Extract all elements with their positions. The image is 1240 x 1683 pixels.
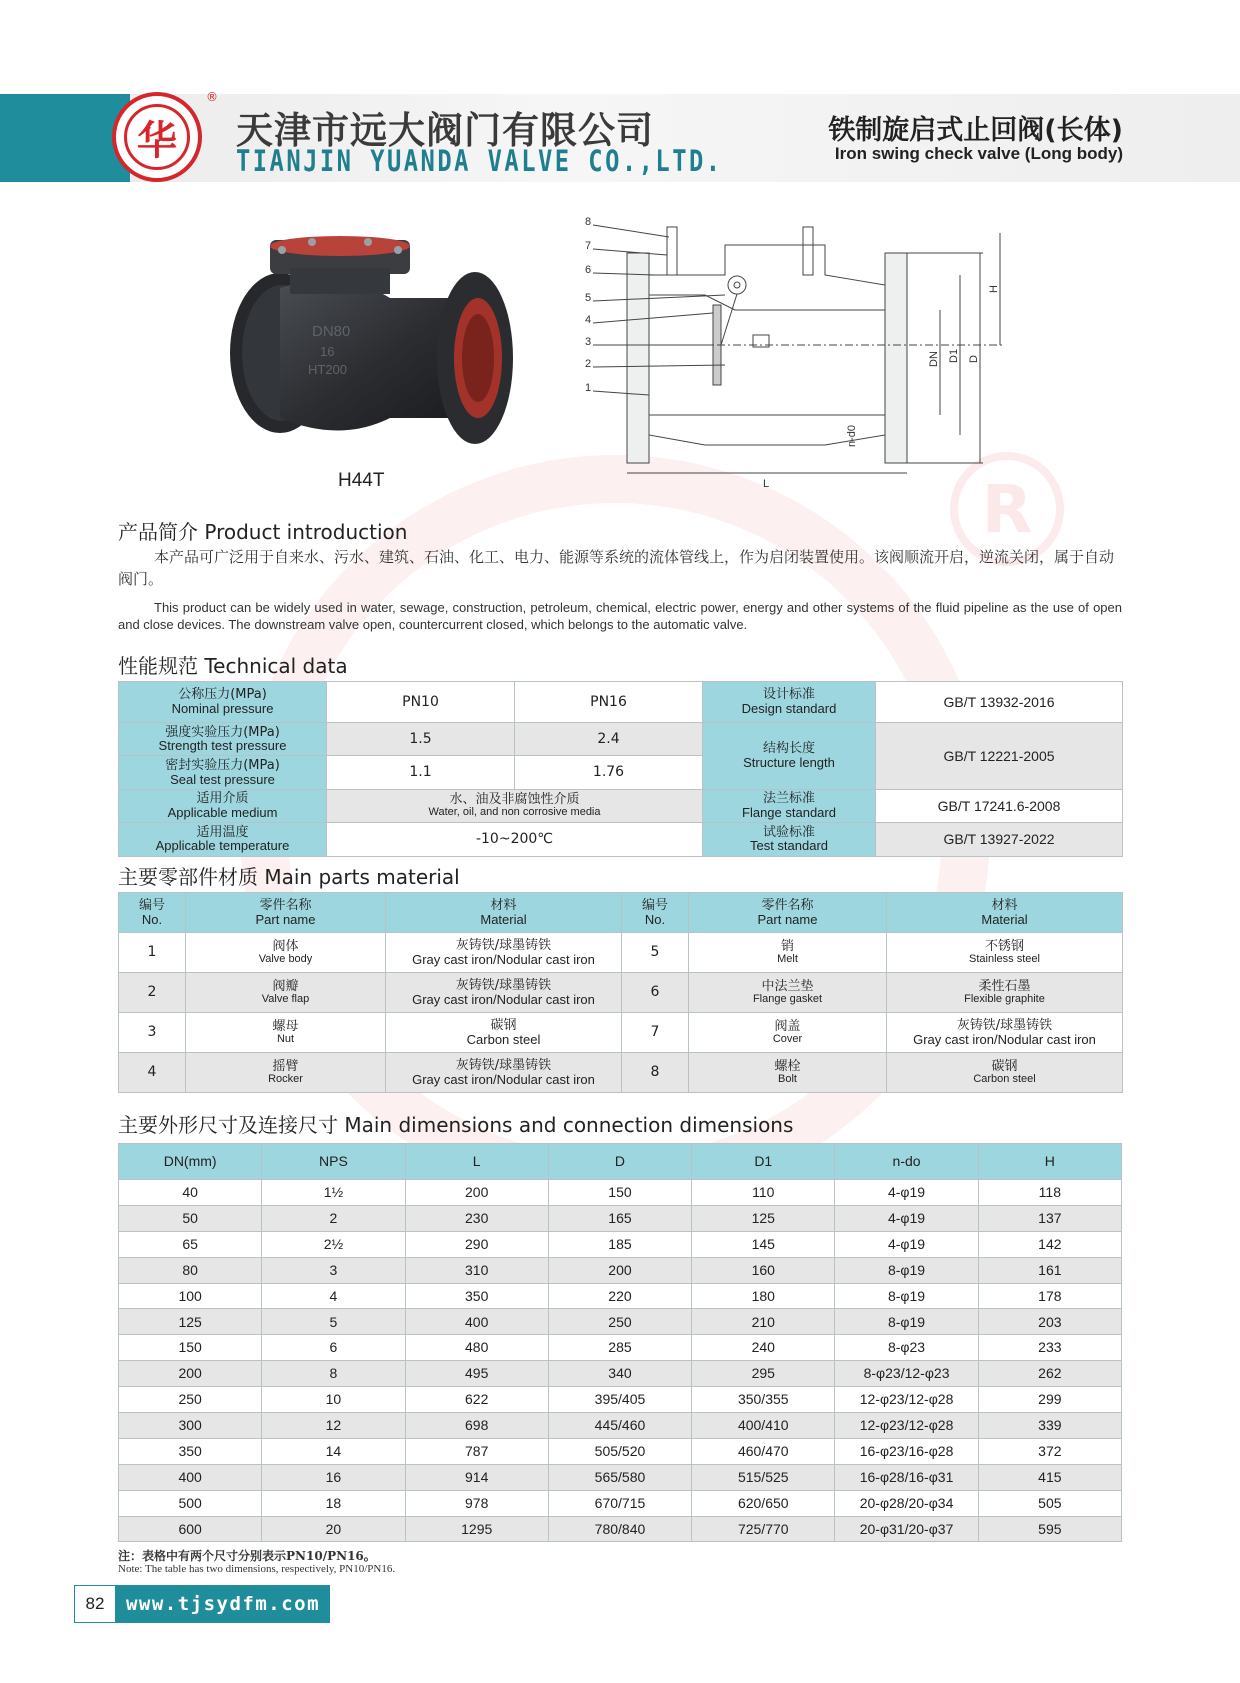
- dimension-cell: 8-φ19: [835, 1309, 978, 1335]
- dimension-cell: 125: [119, 1309, 262, 1335]
- dimension-cell: 495: [405, 1361, 548, 1387]
- dimension-cell: 40: [119, 1180, 262, 1206]
- dimension-cell: 622: [405, 1387, 548, 1413]
- dimension-cell: 4: [262, 1283, 405, 1309]
- company-name-cn: 天津市远大阀门有限公司: [236, 109, 654, 152]
- standard-value: GB/T 13927-2022: [876, 823, 1123, 856]
- website-link[interactable]: www.tjsydfm.com: [116, 1585, 330, 1623]
- cast-text-pn: 16: [320, 344, 335, 359]
- dimension-cell: 978: [405, 1490, 548, 1516]
- dimension-cell: 300: [119, 1413, 262, 1439]
- column-header: n-do: [835, 1144, 978, 1180]
- dimension-cell: 350: [405, 1283, 548, 1309]
- param-label: 密封实验压力(MPa) Seal test pressure: [119, 756, 327, 789]
- company-name-en: TIANJIN YUANDA VALVE CO.,LTD.: [236, 144, 723, 178]
- dimension-cell: 16-φ28/16-φ31: [835, 1464, 978, 1490]
- dimension-cell: 914: [405, 1464, 548, 1490]
- dimension-cell: 160: [692, 1257, 835, 1283]
- table-row: [119, 1053, 1123, 1093]
- dimension-cell: 400: [405, 1309, 548, 1335]
- page-number: 82: [74, 1585, 116, 1623]
- dimension-cell: 460/470: [692, 1438, 835, 1464]
- dimension-cell: 100: [119, 1283, 262, 1309]
- column-header: 编号 No.: [622, 893, 689, 933]
- technical-data-table: [118, 681, 1123, 857]
- table-note-en: Note: The table has two dimensions, respectively, PN10/PN16.: [118, 1563, 396, 1575]
- part-number-label: 8: [585, 216, 592, 228]
- dimension-cell: 515/525: [692, 1464, 835, 1490]
- part-number-label: 4: [585, 314, 592, 326]
- param-value: PN10: [327, 682, 515, 723]
- dimension-cell: 400/410: [692, 1413, 835, 1439]
- dimension-cell: 565/580: [548, 1464, 691, 1490]
- dimension-cell: 2½: [262, 1231, 405, 1257]
- dimension-cell: 16-φ23/16-φ28: [835, 1438, 978, 1464]
- part-no: 2: [119, 973, 186, 1013]
- dimension-cell: 118: [978, 1180, 1121, 1206]
- part-material: 灰铸铁/球墨铸铁 Gray cast iron/Nodular cast iron: [386, 933, 622, 973]
- dimension-cell: 200: [548, 1257, 691, 1283]
- part-number-label: 5: [585, 292, 592, 304]
- dimension-cell: 250: [548, 1309, 691, 1335]
- dimension-cell: 8-φ19: [835, 1283, 978, 1309]
- model-caption: H44T: [338, 470, 385, 491]
- dimension-cell: 285: [548, 1335, 691, 1361]
- dimension-cell: 698: [405, 1413, 548, 1439]
- company-logo: [112, 92, 202, 182]
- watermark-registered-mark: R: [950, 452, 1064, 566]
- dimension-cell: 1½: [262, 1180, 405, 1206]
- dimension-cell: 787: [405, 1438, 548, 1464]
- part-no: 3: [119, 1013, 186, 1053]
- part-no: 4: [119, 1053, 186, 1093]
- table-row: [119, 1361, 1122, 1387]
- table-header-row: [119, 1144, 1122, 1180]
- product-title-en: Iron swing check valve (Long body): [834, 144, 1123, 163]
- param-label: 强度实验压力(MPa) Strength test pressure: [119, 723, 327, 756]
- table-row: [119, 823, 1123, 856]
- dimension-cell: 165: [548, 1205, 691, 1231]
- part-number-label: 7: [585, 240, 592, 252]
- dimension-cell: 12: [262, 1413, 405, 1439]
- dimension-cell: 262: [978, 1361, 1121, 1387]
- dimension-cell: 16: [262, 1464, 405, 1490]
- dimension-cell: 20: [262, 1516, 405, 1542]
- intro-text-en: This product can be widely used in water, sewage, construction, petroleum, chemical, electric power, energy and other systems of the fluid pipeline as the use of open and close devices. The downstream valve open, countercurrent closed, which belongs to the automatic valve.: [118, 600, 1122, 632]
- dimension-cell: 20-φ31/20-φ37: [835, 1516, 978, 1542]
- table-row: [119, 1464, 1122, 1490]
- dimension-cell: 230: [405, 1205, 548, 1231]
- dimensions-section-title: 主要外形尺寸及连接尺寸 Main dimensions and connection dimensions: [118, 1113, 794, 1137]
- table-row: [119, 789, 1123, 822]
- dimension-cell: 210: [692, 1309, 835, 1335]
- table-row: [119, 973, 1123, 1013]
- table-row: [119, 1283, 1122, 1309]
- part-no: 7: [622, 1013, 689, 1053]
- part-material: 柔性石墨 Flexible graphite: [887, 973, 1123, 1013]
- column-header: D1: [692, 1144, 835, 1180]
- intro-section-title: 产品简介 Product introduction: [118, 520, 408, 544]
- dimension-cell: 505: [978, 1490, 1121, 1516]
- dimension-cell: 505/520: [548, 1438, 691, 1464]
- table-row: [119, 1257, 1122, 1283]
- table-row: [119, 1387, 1122, 1413]
- dimension-label-d: D: [968, 355, 980, 363]
- dimension-cell: 350/355: [692, 1387, 835, 1413]
- table-row: [119, 723, 1123, 756]
- dimensions-table: [118, 1143, 1122, 1542]
- part-number-label: 2: [585, 358, 592, 370]
- param-value: 1.1: [327, 756, 515, 789]
- dimension-cell: 12-φ23/12-φ28: [835, 1387, 978, 1413]
- table-row: [119, 933, 1123, 973]
- part-no: 8: [622, 1053, 689, 1093]
- dimension-cell: 340: [548, 1361, 691, 1387]
- header-teal-band: [0, 94, 130, 182]
- dimension-cell: 299: [978, 1387, 1121, 1413]
- dimension-cell: 480: [405, 1335, 548, 1361]
- param-value: 2.4: [515, 723, 703, 756]
- dimension-cell: 595: [978, 1516, 1121, 1542]
- part-no: 5: [622, 933, 689, 973]
- dimension-cell: 4-φ19: [835, 1180, 978, 1206]
- param-value: PN16: [515, 682, 703, 723]
- part-name: 中法兰垫 Flange gasket: [689, 973, 887, 1013]
- param-label: 适用温度 Applicable temperature: [119, 823, 327, 856]
- dimension-cell: 12-φ23/12-φ28: [835, 1413, 978, 1439]
- dimension-cell: 18: [262, 1490, 405, 1516]
- dimension-cell: 203: [978, 1309, 1121, 1335]
- dimension-cell: 372: [978, 1438, 1121, 1464]
- dimension-cell: 400: [119, 1464, 262, 1490]
- cross-section-drawing: [585, 215, 1025, 495]
- standard-value: GB/T 17241.6-2008: [876, 789, 1123, 822]
- dimension-cell: 125: [692, 1205, 835, 1231]
- dimension-cell: 290: [405, 1231, 548, 1257]
- table-note-cn: 注：表格中有两个尺寸分别表示PN10/PN16。: [118, 1549, 376, 1563]
- param-value-merged: -10~200℃: [327, 823, 703, 856]
- part-material: 碳钢 Carbon steel: [386, 1013, 622, 1053]
- dimension-label-nd0: n-d0: [846, 424, 858, 447]
- part-material: 灰铸铁/球墨铸铁 Gray cast iron/Nodular cast iron: [386, 1053, 622, 1093]
- dimension-cell: 5: [262, 1309, 405, 1335]
- dimension-cell: 65: [119, 1231, 262, 1257]
- dimension-cell: 600: [119, 1516, 262, 1542]
- part-name: 螺母 Nut: [186, 1013, 386, 1053]
- part-no: 6: [622, 973, 689, 1013]
- column-header: 材料 Material: [887, 893, 1123, 933]
- dimension-cell: 8-φ19: [835, 1257, 978, 1283]
- part-number-label: 3: [585, 336, 592, 348]
- table-row: [119, 1413, 1122, 1439]
- dimension-label-dn: DN: [928, 351, 940, 367]
- dimension-cell: 240: [692, 1335, 835, 1361]
- dimension-cell: 4-φ19: [835, 1205, 978, 1231]
- technical-section-title: 性能规范 Technical data: [118, 654, 348, 678]
- dimension-cell: 220: [548, 1283, 691, 1309]
- dimension-cell: 8-φ23/12-φ23: [835, 1361, 978, 1387]
- dimension-cell: 150: [119, 1335, 262, 1361]
- dimension-cell: 3: [262, 1257, 405, 1283]
- table-row: [119, 1013, 1123, 1053]
- dimension-cell: 161: [978, 1257, 1121, 1283]
- dimension-cell: 14: [262, 1438, 405, 1464]
- dimension-cell: 2: [262, 1205, 405, 1231]
- dimension-cell: 8-φ23: [835, 1335, 978, 1361]
- dimension-cell: 145: [692, 1231, 835, 1257]
- part-number-label: 1: [585, 382, 592, 394]
- param-value: 1.5: [327, 723, 515, 756]
- part-number-label: 6: [585, 264, 592, 276]
- valve-photo: [220, 228, 540, 468]
- table-row: [119, 1180, 1122, 1206]
- column-header: NPS: [262, 1144, 405, 1180]
- dimension-cell: 780/840: [548, 1516, 691, 1542]
- param-value: 1.76: [515, 756, 703, 789]
- dimension-cell: 200: [119, 1361, 262, 1387]
- standard-value: GB/T 13932-2016: [876, 682, 1123, 723]
- dimension-cell: 200: [405, 1180, 548, 1206]
- part-name: 螺栓 Bolt: [689, 1053, 887, 1093]
- cast-text-material: HT200: [308, 362, 348, 377]
- dimension-label-d1: D1: [948, 348, 960, 363]
- column-header: 编号 No.: [119, 893, 186, 933]
- part-name: 销 Melt: [689, 933, 887, 973]
- table-row: [119, 1438, 1122, 1464]
- column-header: D: [548, 1144, 691, 1180]
- column-header: DN(mm): [119, 1144, 262, 1180]
- intro-text-cn: 本产品可广泛用于自来水、污水、建筑、石油、化工、电力、能源等系统的流体管线上，作为启闭装置使用。该阀顺流开启，逆流关闭，属于自动阀门。: [118, 548, 1115, 588]
- dimension-cell: 620/650: [692, 1490, 835, 1516]
- part-name: 阀盖 Cover: [689, 1013, 887, 1053]
- table-row: [119, 1490, 1122, 1516]
- dimension-cell: 233: [978, 1335, 1121, 1361]
- dimension-cell: 80: [119, 1257, 262, 1283]
- table-header-row: [119, 893, 1123, 933]
- dimension-cell: 20-φ28/20-φ34: [835, 1490, 978, 1516]
- part-name: 阀瓣 Valve flap: [186, 973, 386, 1013]
- dimension-cell: 180: [692, 1283, 835, 1309]
- param-label: 适用介质 Applicable medium: [119, 789, 327, 822]
- column-header: 材料 Material: [386, 893, 622, 933]
- dimension-cell: 250: [119, 1387, 262, 1413]
- table-row: [119, 1309, 1122, 1335]
- standard-label: 结构长度 Structure length: [703, 723, 876, 790]
- part-name: 摇臂 Rocker: [186, 1053, 386, 1093]
- dimension-cell: 350: [119, 1438, 262, 1464]
- standard-label: 法兰标准 Flange standard: [703, 789, 876, 822]
- dimension-cell: 725/770: [692, 1516, 835, 1542]
- dimension-cell: 295: [692, 1361, 835, 1387]
- dimension-cell: 150: [548, 1180, 691, 1206]
- dimension-cell: 178: [978, 1283, 1121, 1309]
- dimension-cell: 395/405: [548, 1387, 691, 1413]
- column-header: H: [978, 1144, 1121, 1180]
- table-row: [119, 1516, 1122, 1542]
- dimension-label-h: H: [988, 285, 1000, 293]
- dimension-cell: 310: [405, 1257, 548, 1283]
- param-value-merged: 水、油及非腐蚀性介质 Water, oil, and non corrosive media: [327, 789, 703, 822]
- table-row: [119, 1335, 1122, 1361]
- standard-label: 设计标准 Design standard: [703, 682, 876, 723]
- param-label: 公称压力(MPa) Nominal pressure: [119, 682, 327, 723]
- dimension-cell: 6: [262, 1335, 405, 1361]
- dimension-cell: 1295: [405, 1516, 548, 1542]
- dimension-cell: 8: [262, 1361, 405, 1387]
- part-material: 灰铸铁/球墨铸铁 Gray cast iron/Nodular cast iron: [887, 1013, 1123, 1053]
- registered-mark: ®: [206, 90, 218, 104]
- dimension-cell: 500: [119, 1490, 262, 1516]
- part-no: 1: [119, 933, 186, 973]
- dimension-cell: 110: [692, 1180, 835, 1206]
- part-material: 不锈钢 Stainless steel: [887, 933, 1123, 973]
- dimension-cell: 10: [262, 1387, 405, 1413]
- table-row: [119, 682, 1123, 723]
- product-title-cn: 铁制旋启式止回阀(长体): [828, 115, 1123, 146]
- dimension-cell: 142: [978, 1231, 1121, 1257]
- dimension-cell: 185: [548, 1231, 691, 1257]
- parts-material-table: [118, 892, 1123, 1093]
- dimension-cell: 50: [119, 1205, 262, 1231]
- column-header: 零件名称 Part name: [186, 893, 386, 933]
- dimension-cell: 670/715: [548, 1490, 691, 1516]
- cast-text-dn: DN80: [312, 323, 351, 340]
- part-material: 碳钢 Carbon steel: [887, 1053, 1123, 1093]
- part-name: 阀体 Valve body: [186, 933, 386, 973]
- table-row: [119, 1231, 1122, 1257]
- dimension-cell: 415: [978, 1464, 1121, 1490]
- standard-label: 试验标准 Test standard: [703, 823, 876, 856]
- part-material: 灰铸铁/球墨铸铁 Gray cast iron/Nodular cast iron: [386, 973, 622, 1013]
- standard-value: GB/T 12221-2005: [876, 723, 1123, 790]
- page-header: [0, 90, 1240, 182]
- dimension-cell: 137: [978, 1205, 1121, 1231]
- column-header: 零件名称 Part name: [689, 893, 887, 933]
- parts-section-title: 主要零部件材质 Main parts material: [118, 865, 460, 889]
- column-header: L: [405, 1144, 548, 1180]
- dimension-label-l: L: [763, 478, 770, 490]
- table-row: [119, 1205, 1122, 1231]
- dimension-cell: 4-φ19: [835, 1231, 978, 1257]
- dimension-cell: 445/460: [548, 1413, 691, 1439]
- dimension-cell: 339: [978, 1413, 1121, 1439]
- logo-glyph: 华: [124, 104, 190, 170]
